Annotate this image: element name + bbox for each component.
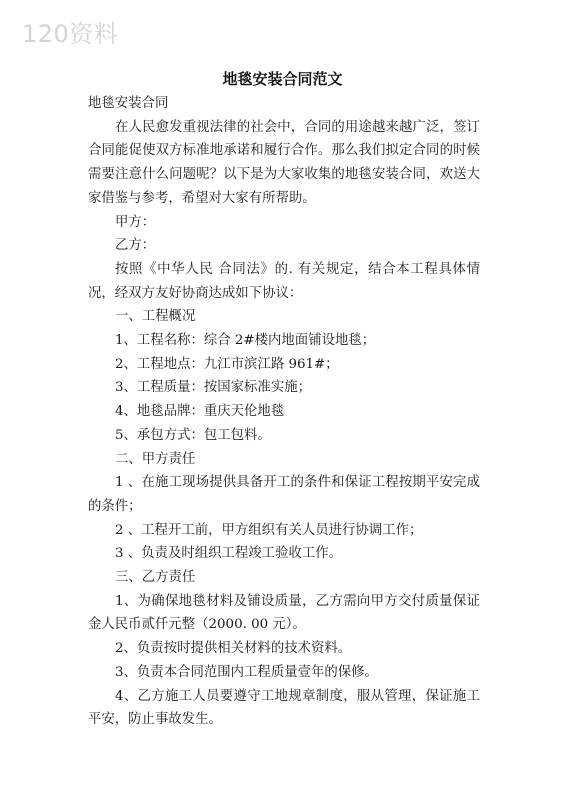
- list-item-project-quality: 3、工程质量：按国家标准实施；: [115, 380, 311, 396]
- list-item-party-b-2: 2、负责按时提供相关材料的技术资料。: [115, 641, 352, 657]
- paragraph-heading: 地毯安装合同: [88, 96, 169, 111]
- section-heading-party-b: 三、乙方责任: [115, 570, 196, 586]
- section-heading-party-a: 二、甲方责任: [115, 451, 196, 467]
- section-heading-project-overview: 一、工程概况: [115, 309, 196, 325]
- document-title: 地毯安装合同范文: [222, 70, 343, 88]
- list-item-project-location: 2、工程地点：九江市滨江路 961#；: [115, 356, 339, 372]
- list-item-party-a-1: 1 、在施工现场提供具备开工的条件和保证工程按期平安完成的条件；: [88, 475, 480, 514]
- list-item-party-b-3: 3、负责本合同范围内工程质量壹年的保修。: [115, 664, 378, 680]
- list-item-party-b-4: 4、乙方施工人员要遵守工地规章制度，服从管理，保证施工平安，防止事故发生。: [88, 688, 480, 728]
- paragraph-agreement: 按照《中华人民 合同法》的. 有关规定，结合本工程具体情况，经双方友好协商达成如下协议：: [88, 261, 480, 301]
- paragraph-intro: 在人民愈发重视法律的社会中，合同的用途越来越广泛，签订合同能促使双方标准地承诺和履行合作。那么我们拟定合同的时候需要注意什么问题呢？以下是为大家收集的地毯安装合同，欢送大家借鉴与参考，希望对大家有所帮助。: [88, 119, 480, 206]
- list-item-carpet-brand: 4、地毯品牌：重庆天伦地毯: [115, 404, 285, 420]
- list-item-party-b-1: 1、为确保地毯材料及铺设质量，乙方需向甲方交付质量保证金人民币贰仟元整（2000. 00 元）。: [88, 593, 480, 633]
- list-item-party-a-2: 2 、工程开工前，甲方组织有关人员进行协调工作；: [115, 522, 423, 538]
- party-a-line: 甲方：: [115, 214, 156, 230]
- list-item-party-a-3: 3 、负责及时组织工程竣工验收工作。: [115, 546, 343, 562]
- watermark: 120资料: [22, 20, 119, 48]
- list-item-project-name: 1、工程名称：综合 2#楼内地面铺设地毯；: [115, 333, 376, 349]
- party-b-line: 乙方：: [115, 238, 156, 254]
- document-body: [88, 92, 480, 732]
- list-item-contract-mode: 5、承包方式：包工包料。: [115, 427, 271, 443]
